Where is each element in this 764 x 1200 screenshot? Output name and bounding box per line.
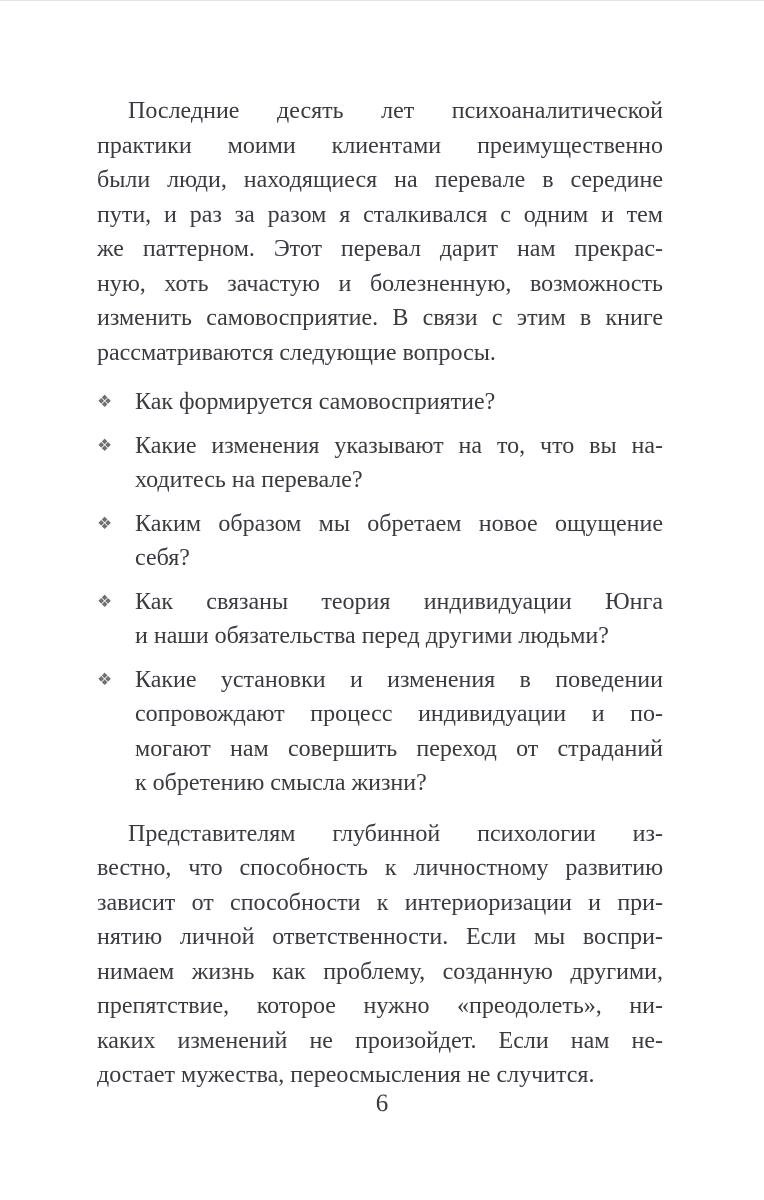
question-item — [97, 507, 663, 576]
closing-paragraph — [97, 817, 663, 1093]
text-line: рассматриваются следующие вопросы. — [97, 339, 496, 366]
question-text — [135, 429, 663, 498]
text-line: нимаем жизнь как проблему, созданную другими, — [97, 958, 663, 985]
page-number: 6 — [375, 1090, 389, 1117]
text-line: Как формируется самовосприятие? — [135, 389, 496, 415]
questions-list — [97, 385, 663, 801]
text-line: и наши обязательства перед другими людьми? — [135, 623, 609, 649]
text-line: препятствие, которое нужно «преодолеть», ни- — [97, 993, 663, 1019]
intro-paragraph — [97, 94, 663, 370]
text-line: достает мужества, переосмысления не случится. — [97, 1062, 595, 1088]
text-line: каких изменений не произойдет. Если нам не- — [97, 1027, 663, 1054]
question-item — [97, 663, 663, 801]
text-line: были люди, находящиеся на перевале в середине — [97, 167, 663, 193]
text-line: Какие установки и изменения в поведении — [135, 666, 663, 693]
text-line: изменить самовосприятие. В связи с этим в книге — [97, 305, 663, 331]
text-line: ную, хоть зачастую и болезненную, возможность — [97, 270, 663, 297]
text-line: Представителям глубинной психологии из- — [128, 820, 663, 847]
page-content — [97, 94, 663, 1093]
question-text — [135, 385, 663, 420]
diamond-bullet-icon: ❖ — [97, 591, 113, 612]
diamond-bullet-icon: ❖ — [97, 513, 113, 534]
text-line: сопровождают процесс индивидуации и по- — [135, 701, 663, 727]
diamond-bullet-icon: ❖ — [97, 435, 113, 456]
text-line: Последние десять лет психоаналитической — [128, 98, 663, 124]
question-item — [97, 429, 663, 498]
text-line: практики моими клиентами преимущественно — [97, 132, 663, 159]
diamond-bullet-icon: ❖ — [97, 392, 113, 412]
text-line: вестно, что способность к личностному развитию — [97, 855, 663, 881]
diamond-bullet-icon: ❖ — [97, 669, 113, 690]
text-line: ходитесь на перевале? — [135, 467, 363, 493]
question-item — [97, 585, 663, 654]
question-text — [135, 507, 663, 576]
text-line: Какие изменения указывают на то, что вы на- — [135, 432, 663, 459]
question-text — [135, 585, 663, 654]
text-line: себя? — [135, 545, 190, 571]
text-line: зависит от способности к интериоризации и при- — [97, 889, 663, 916]
question-text — [135, 663, 663, 801]
text-line: пути, и раз за разом я сталкивался с одним и тем — [97, 201, 663, 228]
text-line: же паттерном. Этот перевал дарит нам прекрас- — [97, 236, 663, 262]
text-line: Каким образом мы обретаем новое ощущение — [135, 510, 663, 537]
text-line: к обретению смысла жизни? — [135, 770, 427, 796]
text-line: Как связаны теория индивидуации Юнга — [135, 588, 663, 615]
text-line: нятию личной ответственности. Если мы воспри- — [97, 924, 663, 950]
question-item — [97, 385, 663, 420]
text-line: могают нам совершить переход от страданий — [135, 735, 663, 762]
